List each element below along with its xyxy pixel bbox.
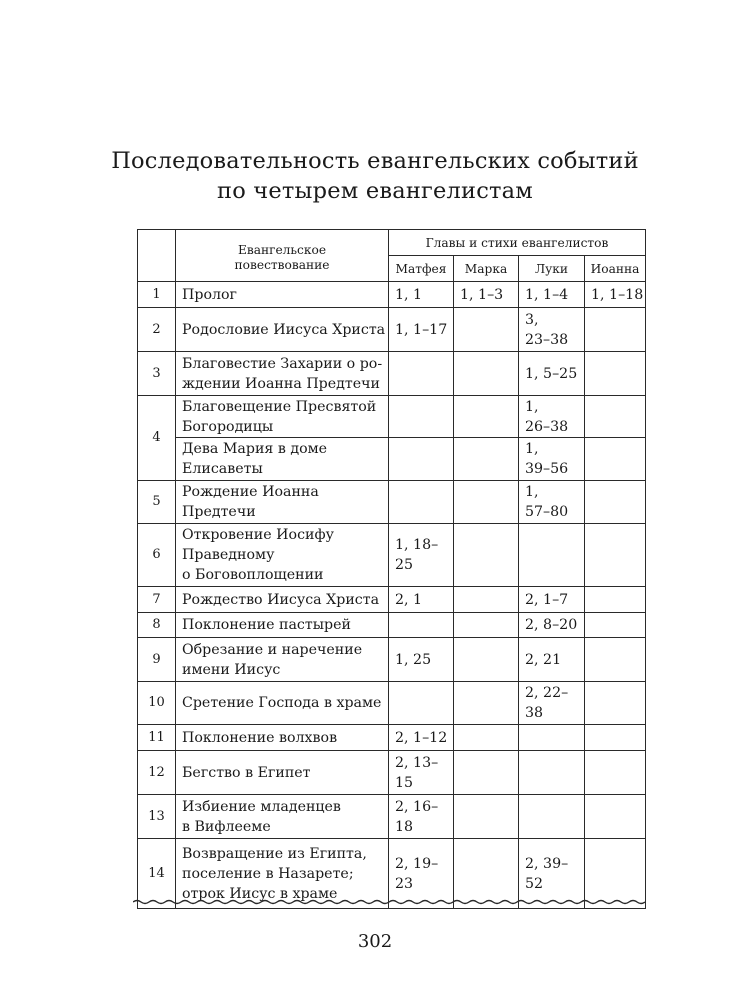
john-ref: 1, 1–18: [585, 282, 646, 308]
table-header: [138, 230, 646, 282]
event-cell: Пролог: [176, 282, 389, 308]
event-cell: Родословие Иисуса Христа: [176, 308, 389, 352]
row-number: 14: [138, 839, 176, 909]
row-number: 3: [138, 352, 176, 396]
header-john: Иоанна: [585, 256, 646, 282]
table-row: [138, 795, 646, 839]
table-row: [138, 481, 646, 524]
john-ref: [585, 524, 646, 587]
matthew-ref: [389, 352, 454, 396]
mark-ref: [454, 751, 519, 795]
row-number: 13: [138, 795, 176, 839]
luke-ref: 1, 39–56: [519, 438, 585, 481]
table-row: [138, 308, 646, 352]
john-ref: [585, 839, 646, 909]
table-row: [138, 613, 646, 638]
row-number: 12: [138, 751, 176, 795]
event-cell: Дева Мария в доме Елисаветы: [176, 438, 389, 481]
mark-ref: [454, 638, 519, 682]
john-ref: [585, 638, 646, 682]
table-row: [138, 587, 646, 613]
mark-ref: [454, 839, 519, 909]
luke-ref: 2, 39– 52: [519, 839, 585, 909]
matthew-ref: 2, 1: [389, 587, 454, 613]
table-row: [138, 751, 646, 795]
event-cell: Возвращение из Египта, поселение в Назарете; отрок Иисус в храме: [176, 839, 389, 909]
john-ref: [585, 751, 646, 795]
row-number: 6: [138, 524, 176, 587]
row-number: 9: [138, 638, 176, 682]
table-row: [138, 524, 646, 587]
john-ref: [585, 352, 646, 396]
header-chapters: Главы и стихи евангелистов: [389, 230, 646, 256]
john-ref: [585, 682, 646, 725]
header-number-cell: [138, 230, 176, 282]
luke-ref: [519, 751, 585, 795]
john-ref: [585, 795, 646, 839]
row-number: 10: [138, 682, 176, 725]
event-cell: Рождество Иисуса Христа: [176, 587, 389, 613]
event-cell: Обрезание и наречение имени Иисус: [176, 638, 389, 682]
mark-ref: [454, 682, 519, 725]
matthew-ref: [389, 481, 454, 524]
luke-ref: 1, 1–4: [519, 282, 585, 308]
mark-ref: [454, 587, 519, 613]
john-ref: [585, 725, 646, 751]
matthew-ref: 1, 1: [389, 282, 454, 308]
john-ref: [585, 613, 646, 638]
event-cell: Благовещение Пресвятой Богородицы: [176, 396, 389, 438]
luke-ref: [519, 795, 585, 839]
luke-ref: 1, 5–25: [519, 352, 585, 396]
mark-ref: [454, 795, 519, 839]
matthew-ref: 1, 18– 25: [389, 524, 454, 587]
event-cell: Бегство в Египет: [176, 751, 389, 795]
matthew-ref: [389, 438, 454, 481]
matthew-ref: 1, 25: [389, 638, 454, 682]
luke-ref: 1, 26–38: [519, 396, 585, 438]
matthew-ref: 2, 19– 23: [389, 839, 454, 909]
luke-ref: [519, 524, 585, 587]
mark-ref: [454, 725, 519, 751]
table-row: [138, 839, 646, 909]
mark-ref: [454, 613, 519, 638]
matthew-ref: [389, 613, 454, 638]
mark-ref: [454, 524, 519, 587]
table-row: [138, 638, 646, 682]
luke-ref: 2, 1–7: [519, 587, 585, 613]
matthew-ref: 1, 1–17: [389, 308, 454, 352]
mark-ref: [454, 396, 519, 438]
title-line-2: по четырем евангелистам: [217, 178, 533, 204]
john-ref: [585, 587, 646, 613]
matthew-ref: [389, 396, 454, 438]
gospel-events-table: [137, 229, 646, 909]
mark-ref: 1, 1–3: [454, 282, 519, 308]
john-ref: [585, 308, 646, 352]
event-cell: Поклонение пастырей: [176, 613, 389, 638]
table-row: [138, 682, 646, 725]
matthew-ref: 2, 1–12: [389, 725, 454, 751]
table-row: [138, 438, 646, 481]
row-number: 7: [138, 587, 176, 613]
matthew-ref: 2, 16– 18: [389, 795, 454, 839]
luke-ref: 1, 57–80: [519, 481, 585, 524]
header-luke: Луки: [519, 256, 585, 282]
page-title: [0, 146, 750, 206]
mark-ref: [454, 481, 519, 524]
row-number: 1: [138, 282, 176, 308]
header-matthew: Матфея: [389, 256, 454, 282]
event-cell: Сретение Господа в храме: [176, 682, 389, 725]
row-number: 5: [138, 481, 176, 524]
luke-ref: 2, 8–20: [519, 613, 585, 638]
john-ref: [585, 396, 646, 438]
luke-ref: 3, 23–38: [519, 308, 585, 352]
luke-ref: [519, 725, 585, 751]
john-ref: [585, 438, 646, 481]
event-cell: Благовестие Захарии о ро- ждении Иоанна Предтечи: [176, 352, 389, 396]
header-narrative: Евангельское повествование: [176, 230, 389, 282]
luke-ref: 2, 21: [519, 638, 585, 682]
title-line-1: Последовательность евангельских событий: [111, 148, 639, 174]
event-cell: Рождение Иоанна Предтечи: [176, 481, 389, 524]
table-row: [138, 352, 646, 396]
luke-ref: 2, 22– 38: [519, 682, 585, 725]
table-row: [138, 396, 646, 438]
event-cell: Откровение Иосифу Праведному о Боговоплощении: [176, 524, 389, 587]
table-row: [138, 725, 646, 751]
event-cell: Поклонение волхвов: [176, 725, 389, 751]
table-row: [138, 282, 646, 308]
row-number: 2: [138, 308, 176, 352]
page-number: 302: [357, 931, 393, 952]
row-number: 11: [138, 725, 176, 751]
john-ref: [585, 481, 646, 524]
mark-ref: [454, 438, 519, 481]
matthew-ref: [389, 682, 454, 725]
row-number: 4: [138, 396, 176, 481]
mark-ref: [454, 308, 519, 352]
header-mark: Марка: [454, 256, 519, 282]
event-cell: Избиение младенцев в Вифлееме: [176, 795, 389, 839]
mark-ref: [454, 352, 519, 396]
row-number: 8: [138, 613, 176, 638]
table-continuation-line: [133, 899, 645, 905]
matthew-ref: 2, 13– 15: [389, 751, 454, 795]
